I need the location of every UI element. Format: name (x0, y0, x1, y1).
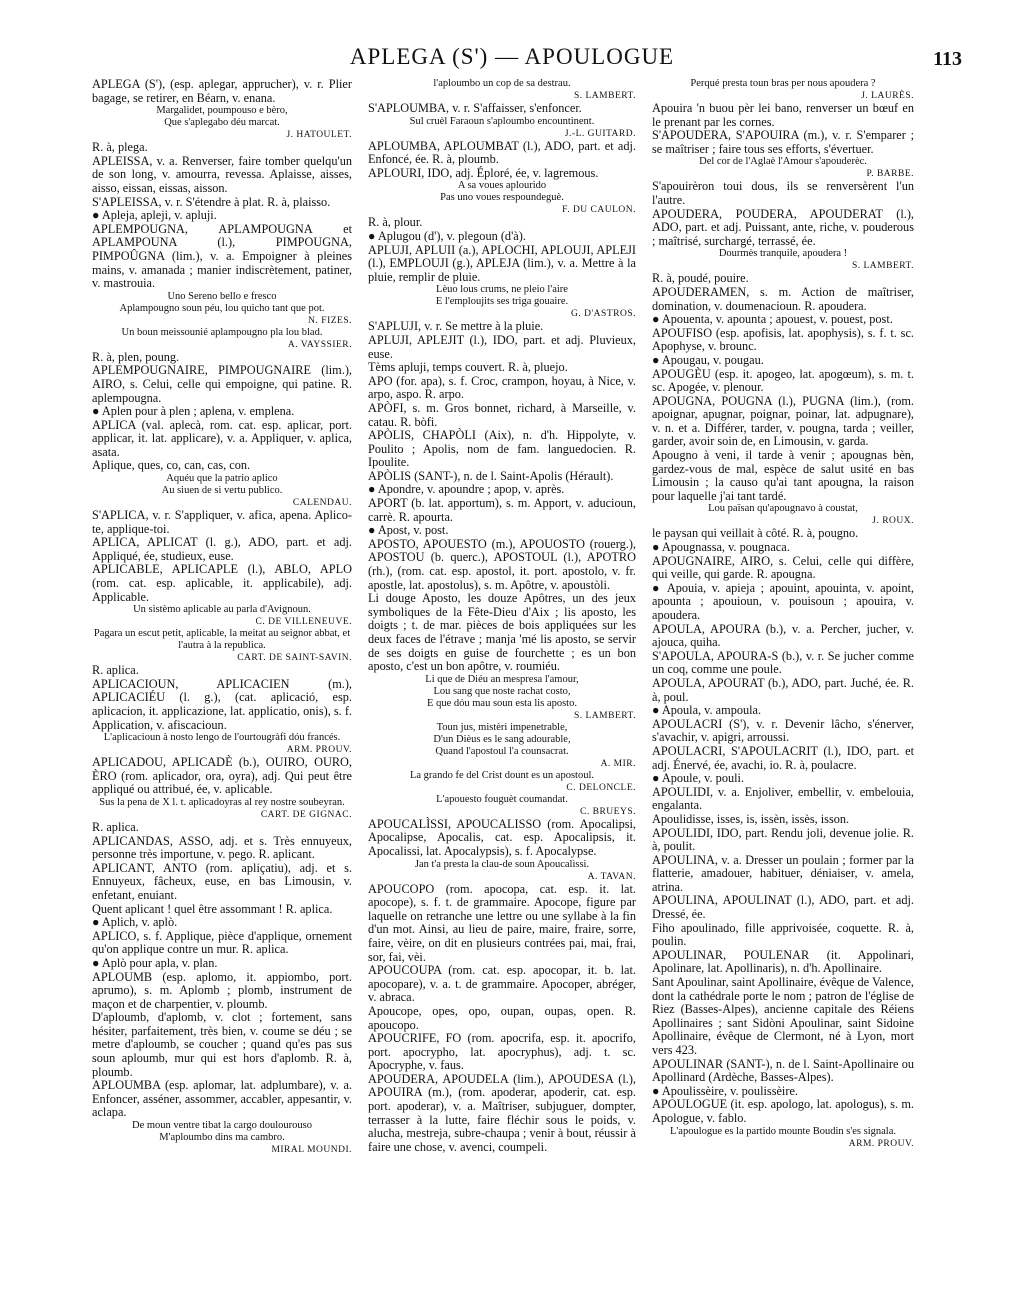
entry-paragraph: APOUGNA, POUGNA (l.), PUGNA (lim.), (rom. apoignar, apugnar, poignar, poinar, lat. adpugnare), v. n. et a. Différer, tarder, v. pougna, tarda ; veiller, garder, avoir soin de, en Limousin, v. garda. (652, 393, 914, 449)
quotation-line: Perqué presta toun bras per nous apoudera ? (690, 78, 876, 89)
entry-paragraph: APLICANDAS, ASSO, adj. et s. Très ennuyeux, personne très importune, v. pego. R. aplicant. (92, 833, 352, 862)
running-head (0, 42, 1024, 82)
attribution: C. DELONCLE. (566, 782, 636, 793)
page-number: 113 (933, 48, 962, 70)
entry-paragraph: APOULINA, APOULINAT (l.), ADO, part. et adj. Dressé, ée. (652, 893, 914, 922)
attribution: S. LAMBERT. (851, 261, 914, 272)
entry-paragraph: APLEGA (S'), (esp. aplegar, apprucher), v. r. Plier bagage, se retirer, en Béarn, v. enana. (92, 77, 352, 105)
quotation-line: Un sistèmo aplicable au parla d'Avignoun. (133, 604, 311, 616)
entry-paragraph: ● Apost, v. post. (368, 523, 449, 538)
quotation-line: Jan t'a presta la clau-de soun Apoucalìssi. (414, 858, 590, 870)
entry-paragraph: APLOUMB (esp. aplomo, it. appiombo, port. aprumo), s. m. Aplomb ; plomb, instrument de maçon et de charpentier, v. ploumb. (92, 969, 352, 1011)
quotation-line: Sus la pena de X l. t. aplicadoyras al rey nostre soubeyran. (99, 796, 345, 808)
entry-paragraph: APOULOGUE (it. esp. apologo, lat. apologus), s. m. Apologue, v. fablo. (652, 1097, 914, 1125)
quotation-line: Pas uno voues respoundeguè. (440, 192, 564, 204)
quotation-line: Margalidet, poumpouso e bèro, (156, 105, 288, 117)
quotation-line: L'aplicacioun à nosto lengo de l'ourtougràfi dóu francés. (103, 732, 341, 744)
entry-paragraph: ● Apoule, v. pouli. (652, 771, 745, 786)
attribution: S. LAMBERT. (573, 91, 636, 101)
entry-paragraph: S'APLEISSA, v. r. S'étendre à plat. R. à, plaisso. (92, 194, 331, 209)
entry-paragraph: APOUDERA, APOUDELA (lim.), APOUDESA (l.), APOUIRA (m.), (rom. apoderar, apoderir, cat. esp. port. apoderar), v. a. Maîtriser, subjuguer, dompter, terrasser à la lutte, faire fléchir sous le poids, v. alucha, mestreja, subre-chaupa ; venir à bout, réussir à faire une chose, v. avenci, coumpeli. (368, 1071, 636, 1154)
entry-paragraph: ● Aplugou (d'), v. plegoun (d'à). (368, 228, 526, 243)
entry-paragraph: APLICA (val. aplecà, rom. cat. esp. aplicar, port. applicar, it. lat. applicare), v. a. Appliquer, v. aplica, asata. (92, 417, 352, 459)
entry-paragraph: APOULIDI, v. a. Enjoliver, embellir, v. embelouia, engalanta. (652, 784, 914, 813)
entry-paragraph: APOUCRIFE, FO (rom. apocrifa, esp. it. apocrifo, port. apocrypho, lat. apocryphus), adj. t. sc. Apocryphe, v. faus. (368, 1031, 636, 1073)
quotation-line: De moun ventre tibat la cargo doulourouso (131, 1120, 312, 1132)
entry-paragraph: APOULINAR (SANT-), n. de l. Saint-Apollinaire ou Apollinard (Ardèche, Basses-Alpes). (652, 1056, 914, 1085)
attribution: N. FIZES. (308, 315, 352, 326)
entry-paragraph: ● Apougnassa, v. pougnaca. (652, 540, 790, 555)
attribution: CART. DE GIGNAC. (260, 809, 352, 820)
quotation-line: La grando fe del Crist dount es un apostoul. (409, 769, 594, 781)
entry-paragraph: S'APLUJI, v. r. Se mettre à la pluie. (368, 319, 544, 334)
entry-paragraph: APORT (b. lat. apportum), s. m. Apport, v. aducioun, carrè. R. apourta. (368, 496, 636, 524)
entry-paragraph: APLUJI, APLUII (a.), APLOCHI, APLOUJI, APLEJI (l.), EMPLOUJI (g.), APLEJA (lim.), v. a. Mettre à la pluie, remplir de pluie. (368, 242, 636, 284)
entry-paragraph: le paysan qui veillait à côté. R. à, pougno. (652, 526, 859, 541)
quotation-line: Sul cruèl Faraoun s'aploumbo encountinent. (409, 115, 595, 127)
quotation-line: Dourmès tranquile, apoudera ! (718, 248, 848, 260)
entry-paragraph: ● Aplò pour apla, v. plan. (92, 955, 218, 970)
attribution: C. DE VILLENEUVE. (255, 617, 352, 628)
quotation-line: E l'emploujits ses triga gouaire. (435, 296, 569, 308)
entry-paragraph: D'aploumb, d'aplomb, v. clot ; fortement, sans hésiter, parfaitement, très bien, v. coume se déu ; se metre d'aploumb, se coucher ; quand qu'es pas sus soun aploumb, mur qui est hors d'aplomb. R. à, ploumb. (92, 1010, 352, 1079)
quotation-line: l'aploumbo un cop de sa destrau. (433, 78, 571, 89)
entry-paragraph: Sant Apoulinar, saint Apollinaire, évêque de Valence, dont la cathédrale porte le nom ; patron de l'église de Riez (Basses-Alpes), ancienne capitale des Réiens Apollinaires ; sant Sidòni Apoulinar, saint Sidoine Apollinaire, évêque de Clermont, né à Lyon, mort vers 423. (652, 975, 914, 1057)
entry-paragraph: APOULA, APOURAT (b.), ADO, part. Juché, ée. R. à, poul. (652, 675, 914, 704)
entry-paragraph: Aplique, ques, co, can, cas, con. (92, 458, 251, 473)
entry-paragraph: APLOURI, IDO, adj. Éploré, ée, v. lagremous. (368, 165, 599, 180)
quotation-line: Lou païsan qu'apougnavo à coustat, (708, 503, 858, 515)
entry-paragraph: R. aplica. (92, 663, 139, 678)
attribution: G. D'ASTROS. (571, 309, 636, 320)
attribution: MIRAL MOUNDI. (271, 1145, 352, 1156)
entry-paragraph: Tèms apluji, temps couvert. R. à, pluejo. (368, 360, 568, 375)
entry-paragraph: S'APOULA, APOURA-S (b.), v. r. Se jucher comme un coq, comme une poule. (652, 648, 914, 677)
entry-paragraph: APOUCOPO (rom. apocopa, cat. esp. it. lat. apocope), s. f. t. de grammaire. Apocope, figure par laquelle on retranche une lettre ou une syllabe à la fin d'un mot. Ainsi, au lieu de paire, maire, fraire, sorre, faire, vèire, on dit en plusieurs contrées pai, mai, frai, sor, fai, vèi. (368, 881, 636, 964)
entry-paragraph: APLICABLE, APLICAPLE (l.), ABLO, APLO (rom. cat. esp. aplicable, it. applicabile), adj. Applicable. (92, 562, 352, 604)
entry-paragraph: S'APLICA, v. r. S'appliquer, v. afica, apena. Aplico-te, applique-toi. (92, 508, 352, 536)
attribution: C. BRUEYS. (580, 806, 636, 817)
entry-paragraph: ● Apleja, apleji, v. apluji. (92, 208, 217, 223)
quotation-line: L'apouesto fouguèt coumandat. (436, 793, 568, 805)
attribution: CART. DE SAINT-SAVIN. (237, 653, 352, 664)
entry-paragraph: R. à, plega. (92, 140, 148, 155)
entry-paragraph: Apoucope, opes, opo, oupan, oupas, open. R. apoucopo. (368, 1003, 636, 1032)
quotation-line: Quand l'apostoul l'a counsacrat. (435, 745, 569, 757)
attribution: ARM. PROUV. (286, 745, 352, 756)
entry-paragraph: R. à, plen, poung. (92, 349, 180, 364)
entry-paragraph: APÒLIS, CHAPÒLI (Aix), n. d'h. Hippolyte, v. Poulito ; Apolis, nom de fam. languedocien. R. Ipoulite. (368, 428, 636, 470)
entry-paragraph: APOUFISO (esp. apofisis, lat. apophysis), s. f. t. sc. Apophyse, v. brounc. (652, 325, 914, 354)
quotation-line: Pagara un escut petit, aplicable, la meitat au seignor abbat, et l'autra à la republica. (93, 628, 351, 652)
entry-paragraph: APOUCALÌSSI, APOUCALISSO (rom. Apocalipsi, Apocalipse, Apocalis, cat. esp. Apocalipsis, it. Apocalissi, lat. Apocalypsis), s. f. Apocalypse. (368, 816, 636, 858)
entry-paragraph: APLOUMBA (esp. aplomar, lat. adplumbare), v. a. Enfoncer, asséner, assommer, accabler, appesantir, v. aclapa. (92, 1078, 352, 1120)
entry-paragraph: APOULINA, v. a. Dresser un poulain ; former par la flatterie, amadouer, habituer, déniaiser, v. amela, atrina. (652, 852, 914, 894)
entry-paragraph: APOULA, APOURA (b.), v. a. Percher, jucher, v. ajouca, quiha. (652, 621, 914, 650)
entry-paragraph: Fiho apoulinado, fille apprivoisée, coquette. R. à, poulin. (652, 920, 914, 949)
entry-paragraph: ● Apoulissèire, v. poulissèire. (652, 1083, 798, 1098)
entry-paragraph: APLICA, APLICAT (l. g.), ADO, part. et adj. Appliqué, ée, studieux, euse. (92, 535, 352, 563)
entry-paragraph: Apoulidisse, isses, is, issèn, issès, isson. (652, 811, 850, 826)
attribution: F. DU CAULON. (562, 205, 636, 216)
entry-paragraph: APOUGÈU (esp. it. apogeo, lat. apogœum), s. m. t. sc. Apogée, v. plenour. (652, 366, 914, 395)
quotation-line: M'aploumbo dins ma cambro. (159, 1132, 285, 1144)
quotation-line: Un boun meissounié aplampougno pla lou blad. (121, 326, 323, 338)
quotation-line: E que dóu mau soun esta lis aposto. (427, 697, 577, 709)
attribution: A. MIR. (600, 758, 636, 769)
attribution: S. LAMBERT. (573, 710, 636, 721)
quotation-line: Uno Sereno bello e fresco (167, 290, 277, 302)
attribution: J.-L. GUITARD. (564, 128, 636, 139)
entry-paragraph: APOULACRI, S'APOULACRIT (l.), IDO, part. et adj. Énervé, ée, avachi, io. R. à, poulacre. (652, 743, 914, 772)
entry-paragraph: APLEMPOUGNA, APLAMPOUGNA et APLAMPOUNA (l.), PIMPOUGNA, PIMPOÛGNA (lim.), v. a. Empoigner à pleines mains, v. amanada ; manier indiscrètement, patiner, v. mastrouia. (92, 221, 352, 291)
entry-paragraph: APLEMPOUGNAIRE, PIMPOUGNAIRE (lim.), AIRO, s. Celui, celle qui empoigne, qui patine. R. aplempougna. (92, 363, 352, 405)
quotation-line: Au siuen de si vertu publico. (161, 485, 283, 497)
entry-paragraph: APLEISSA, v. a. Renverser, faire tomber quelqu'un de son long, v. amourra, revessa. Aplaisse, aisses, aisso, eissan, eissas, aisson. (92, 153, 352, 195)
quotation-line: Lèuo lous crums, ne pleio l'aire (436, 284, 568, 296)
entry-paragraph: Apouira 'n buou pèr lei bano, renverser un bœuf en le prenant par les cornes. (652, 101, 914, 129)
entry-paragraph: APLICADOU, APLICADÈ (b.), OUIRO, OURO, ÈRO (rom. aplicador, ora, oyra), adj. Qui peut être appliqué ou attribué, ée, v. aplicable. (92, 755, 352, 797)
entry-paragraph: APO (for. apa), s. f. Croc, crampon, hoyau, à Nice, v. arpo, aspo. R. arpo. (368, 373, 636, 402)
entry-paragraph: APLOUMBA, APLOUMBAT (l.), ADO, part. et adj. Enfoncé, ée. R. à, ploumb. (368, 138, 636, 167)
column-middle (368, 78, 636, 1154)
entry-paragraph: Apougno à veni, il tarde à venir ; apougnas bèn, gardez-vous de mal, espèce de salut usité en bas Limousin ; la causo qu'ai tant apougna, la raison pour laquelle j'ai tant tardé. (652, 448, 914, 503)
entry-paragraph: APLICO, s. f. Applique, pièce d'applique, ornement qu'on applique contre un mur. R. aplica. (92, 928, 352, 957)
quotation-line: Toun jus, mistèri impenetrable, (436, 721, 568, 733)
quotation-line: D'un Dièus es le sang adourable, (433, 733, 571, 745)
entry-paragraph: R. aplica. (92, 819, 139, 834)
entry-paragraph: Li douge Aposto, les douze Apôtres, un des jeux symboliques de la Fête-Dieu d'Aix ; lis aposto, les doigts ; t. de mar. pièces de bois appliquées sur les deux faces de l'étrave ; manja 'mé lis aposto, se servir de ses doigts en guise de fourchette ; es un bon aposto, c'est un bon apôtre, v. roumiéu. (368, 591, 636, 674)
attribution: ARM. PROUV. (848, 1138, 914, 1149)
entry-paragraph: ● Apougau, v. pougau. (652, 352, 764, 367)
quotation-line: Lou sang que noste rachat costo, (433, 685, 571, 697)
entry-paragraph: R. à, poudé, pouire. (652, 271, 749, 286)
column-right (652, 78, 914, 1150)
entry-paragraph: APOUDERAMEN, s. m. Action de maîtriser, domination, v. doumenacioun. R. apoudera. (652, 284, 914, 313)
entry-paragraph: APOUDERA, POUDERA, APOUDERAT (l.), ADO, part. et adj. Puissant, ante, riche, v. pouderous ; maîtrisé, surchargé, terrassé, ée. (652, 206, 914, 248)
entry-paragraph: APÒFI, s. m. Gros bonnet, richard, à Marseille, v. catau. R. bòfi. (368, 400, 636, 429)
page-title: APLEGA (S') — APOULOGUE (349, 44, 675, 69)
quotation-line: Li que de Diéu an mespresa l'amour, (425, 673, 579, 685)
attribution: A. TAVAN. (587, 871, 636, 882)
quotation-line: Aquéu que la patrio aplico (166, 473, 278, 485)
entry-paragraph: APOUGNAIRE, AIRO, s. Celui, celle qui diffère, qui veille, qui garde. R. apougna. (652, 553, 914, 582)
entry-paragraph: R. à, plour. (368, 215, 423, 230)
entry-paragraph: ● Apoula, v. ampoula. (652, 703, 762, 718)
entry-paragraph: ● Apondre, v. apoundre ; apop, v. après. (368, 482, 565, 497)
attribution: P. BARBE. (866, 169, 914, 180)
attribution: J. LAURÈS. (861, 91, 914, 101)
entry-paragraph: APLICACIOUN, APLICACIEN (m.), APLICACIÉU (l. g.), (cat. aplicació, esp. aplicacion, it. applicazione, lat. applicatio, onis), s. f. Application, v. afiscacioun. (92, 676, 352, 732)
entry-paragraph: S'apouirèron toui dous, ils se renversèrent l'un l'autre. (652, 179, 914, 207)
quotation-line: A sa voues aplourido (457, 180, 547, 192)
column-left (92, 78, 352, 1156)
entry-paragraph: ● Apouia, v. apieja ; apouint, apouinta, v. apoint, apounta ; apouioun, v. pouisoun ; apouira, v. apoudera. (652, 580, 914, 622)
entry-paragraph: S'APLOUMBA, v. r. S'affaisser, s'enfoncer. (368, 101, 582, 115)
quotation-line: Del cor de l'Aglaè l'Amour s'apouderèc. (699, 156, 867, 168)
attribution: J. HATOULET. (286, 130, 352, 141)
attribution: CALENDAU. (292, 498, 352, 509)
entry-paragraph: ● Aplich, v. aplò. (92, 915, 178, 930)
entry-paragraph: ● Apouenta, v. apounta ; apouest, v. pouest, post. (652, 312, 893, 327)
quotation-line: L'apoulogue es la partido mounte Boudin s'es signala. (670, 1125, 896, 1137)
entry-paragraph: APLUJI, APLEJIT (l.), IDO, part. et adj. Pluvieux, euse. (368, 332, 636, 361)
attribution: J. ROUX. (872, 516, 914, 527)
entry-paragraph: APOULIDI, IDO, part. Rendu joli, devenue jolie. R. à, poulit. (652, 825, 914, 854)
entry-paragraph: Quent aplicant ! quel être assommant ! R. aplica. (92, 901, 333, 916)
entry-paragraph: APOULACRI (S'), v. r. Devenir lâcho, s'énerver, s'avachir, v. apigri, arroussi. (652, 716, 914, 745)
entry-paragraph: S'APOUDERA, S'APOUIRA (m.), v. r. S'emparer ; se maîtriser ; faire tous ses efforts, s'évertuer. (652, 128, 914, 156)
quotation-line: Aplampougno soun péu, lou quicho tant que pot. (119, 302, 325, 314)
entry-paragraph: ● Aplen pour à plen ; aplena, v. emplena. (92, 404, 295, 419)
entry-paragraph: APOUCOUPA (rom. cat. esp. apocopar, it. b. lat. apocopare), v. a. t. de grammaire. Apocoper, abréger, v. abraca. (368, 963, 636, 1005)
attribution: A. VAYSSIER. (287, 339, 352, 350)
entry-paragraph: APÒLIS (SANT-), n. de l. Saint-Apolis (Hérault). (368, 468, 614, 483)
entry-paragraph: APOULINAR, POULENAR (it. Appolinari, Apolinare, lat. Apollinaris), n. d'h. Apollinaire. (652, 947, 914, 976)
quotation-line: Que s'aplegabo déu marcat. (164, 117, 280, 129)
entry-paragraph: APLICANT, ANTO (rom. apliçatiu), adj. et s. Ennuyeux, fâcheux, euse, en bas Limousin, v. enfetant, enuiant. (92, 860, 352, 902)
entry-paragraph: APOSTO, APOUESTO (m.), APOUOSTO (rouerg.), APOSTOU (b. querc.), APOSTOUL (l.), APOTRO (rh.), (rom. cat. esp. apostol, it. port. apostolo, v. fr. apostle, lat. apostolus), s. m. Apôtre, v. apoustòli. (368, 536, 636, 592)
